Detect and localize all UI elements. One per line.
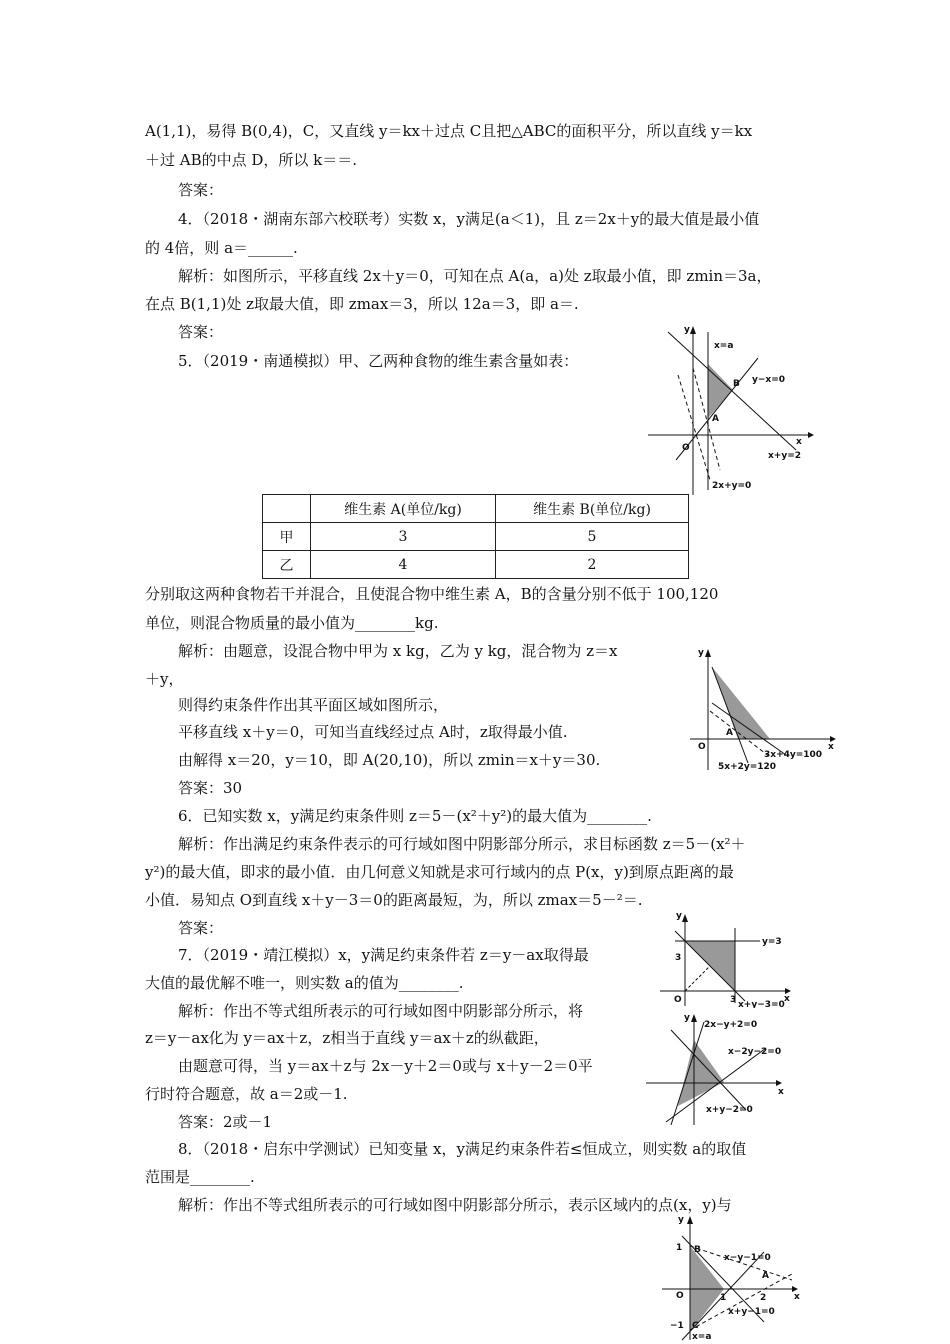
question-8: 8．（2018・启东中学测试）已知变量 x，y满足约束条件若≤恒成立，则实数 a的取值 bbox=[178, 1140, 747, 1158]
line-2x-plus-y-0 bbox=[678, 375, 710, 480]
question-7: 7．（2019・靖江模拟）x，y满足约束条件若 z＝y－ax取得最 bbox=[178, 946, 589, 964]
text-line: 由解得 x＝20，y＝10，即 A(20,10)，所以 zmin＝x＋y＝30. bbox=[178, 751, 601, 769]
question-5: 5．（2019・南通模拟）甲、乙两种食物的维生素含量如表： bbox=[178, 352, 579, 370]
table-cell: 3 bbox=[311, 523, 496, 551]
fig-label: y bbox=[698, 648, 704, 658]
fig-label: y bbox=[678, 1215, 684, 1225]
fig-label: 1 bbox=[676, 1243, 683, 1253]
table-cell bbox=[263, 495, 311, 523]
text-line: 范围是________. bbox=[145, 1168, 255, 1186]
text-line: 单位，则混合物质量的最小值为________kg. bbox=[145, 614, 439, 632]
text-line: ＋过 AB的中点 D，所以 k＝＝. bbox=[145, 151, 358, 169]
fig-label: x bbox=[796, 437, 802, 447]
text-line: 解析：如图所示，平移直线 2x＋y＝0，可知在点 A(a，a)处 z取最小值，即 zmin＝3a， bbox=[178, 267, 772, 285]
fig-label: x−y−1=0 bbox=[724, 1253, 771, 1263]
y-axis-arrow-icon bbox=[705, 649, 711, 657]
fig-label: B bbox=[694, 1245, 701, 1255]
table-cell: 4 bbox=[311, 551, 496, 579]
fig-label: y=3 bbox=[762, 937, 782, 947]
text-line: 解析：作出不等式组所表示的可行域如图中阴影部分所示，表示区域内的点(x，y)与 bbox=[178, 1196, 732, 1214]
line-3x-4y-100 bbox=[712, 703, 786, 755]
text-line: ＋y， bbox=[145, 670, 184, 688]
fig-label: O bbox=[698, 742, 706, 752]
fig-label: y bbox=[684, 325, 690, 335]
fig-label: 1 bbox=[720, 1293, 727, 1303]
table-cell: 维生素 A(单位/kg) bbox=[311, 495, 496, 523]
text-line: 答案： bbox=[178, 919, 224, 937]
fig-label: C bbox=[692, 1321, 699, 1331]
fig-label: 2x−y+2=0 bbox=[704, 1020, 758, 1030]
figure-q7 bbox=[646, 1010, 796, 1128]
text-line: 解析：由题意，设混合物中甲为 x kg，乙为 y kg，混合物为 z＝x bbox=[178, 642, 618, 660]
y-axis-arrow-icon bbox=[691, 1014, 697, 1022]
figure-q4 bbox=[648, 320, 820, 495]
text-line: y²)的最大值，即求的最小值．由几何意义知就是求可行域内的点 P(x，y)到原点距离的最 bbox=[145, 863, 734, 881]
fig-label: B bbox=[733, 379, 740, 389]
text-line: 答案： bbox=[178, 181, 224, 199]
x-axis-arrow-icon bbox=[808, 432, 814, 438]
feasible-region bbox=[712, 667, 770, 739]
fig-label: y−x=0 bbox=[752, 375, 786, 385]
fig-label: 3x+4y=100 bbox=[764, 750, 823, 760]
fig-label: x+y=2 bbox=[768, 451, 802, 461]
text-line: 的 4倍，则 a＝______. bbox=[145, 239, 298, 257]
table-row bbox=[263, 495, 689, 523]
fig-label: x bbox=[784, 994, 790, 1004]
text-line: 分别取这两种食物若干并混合，且使混合物中维生素 A，B的含量分别不低于 100,120 bbox=[145, 585, 719, 603]
vitamin-table bbox=[262, 494, 689, 579]
fig-label: A bbox=[712, 414, 719, 424]
fig-label: x+y−1=0 bbox=[728, 1307, 775, 1317]
fig-label: x bbox=[828, 742, 834, 752]
x-axis-arrow-icon bbox=[776, 1080, 782, 1086]
fig-label: 2x+y=0 bbox=[712, 481, 752, 491]
text-line: 解析：作出满足约束条件表示的可行域如图中阴影部分所示，求目标函数 z＝5－(x²＋ bbox=[178, 835, 746, 853]
table-row bbox=[263, 523, 689, 551]
y-axis-arrow-icon bbox=[687, 1216, 693, 1224]
y-axis-arrow-icon bbox=[682, 914, 688, 922]
table-cell: 5 bbox=[496, 523, 689, 551]
fig-label: O bbox=[682, 443, 690, 453]
fig-label: 2 bbox=[760, 1293, 767, 1303]
table-cell: 甲 bbox=[263, 523, 311, 551]
figure-q5 bbox=[690, 645, 850, 775]
text-line: 行时符合题意，故 a＝2或－1. bbox=[145, 1085, 348, 1103]
fig-label: 5x+2y=120 bbox=[718, 762, 777, 772]
question-4: 4．（2018・湖南东部六校联考）实数 x，y满足(a＜1)，且 z＝2x＋y的最大值是最小值 bbox=[178, 210, 760, 228]
text-line: 大值的最优解不唯一，则实数 a的值为________. bbox=[145, 974, 464, 992]
fig-label: 3 bbox=[675, 953, 682, 963]
text-line: 答案：30 bbox=[178, 779, 243, 797]
table-row bbox=[263, 551, 689, 579]
fig-label: x+y−2=0 bbox=[706, 1105, 753, 1115]
fig-label: O bbox=[676, 1291, 684, 1301]
text-line: 则得约束条件作出其平面区域如图所示， bbox=[178, 696, 449, 714]
text-line: A(1,1)，易得 B(0,4)，C，又直线 y＝kx＋过点 C且把△ABC的面积平分，所以直线 y＝kx bbox=[145, 122, 753, 140]
text-line: 答案： bbox=[178, 323, 224, 341]
fig-label: x=a bbox=[692, 1332, 712, 1342]
text-line: 答案：2或－1 bbox=[178, 1113, 273, 1131]
figure-q8 bbox=[652, 1212, 812, 1342]
text-line: 解析：作出不等式组所表示的可行域如图中阴影部分所示，将 bbox=[178, 1002, 584, 1020]
fig-label: x bbox=[778, 1087, 784, 1097]
fig-label: x bbox=[794, 1292, 800, 1302]
table-cell: 乙 bbox=[263, 551, 311, 579]
table-cell: 维生素 B(单位/kg) bbox=[496, 495, 689, 523]
fig-label: x−2y−2=0 bbox=[728, 1047, 782, 1057]
text-line: z＝y－ax化为 y＝ax＋z，z相当于直线 y＝ax＋z的纵截距， bbox=[145, 1029, 549, 1047]
text-line: 在点 B(1,1)处 z取最大值，即 zmax＝3，所以 12a＝3，即 a＝. bbox=[145, 295, 579, 313]
text-line: 由题意可得，当 y＝ax＋z与 2x－y＋2＝0或与 x＋y－2＝0平 bbox=[178, 1057, 593, 1075]
text-line: 小值．易知点 O到直线 x＋y－3＝0的距离最短，为，所以 zmax＝5－²＝. bbox=[145, 891, 643, 909]
question-6: 6．已知实数 x，y满足约束条件则 z＝5－(x²＋y²)的最大值为________. bbox=[178, 807, 652, 825]
distance-segment bbox=[685, 966, 710, 991]
fig-label: A bbox=[762, 1271, 769, 1281]
fig-label: −1 bbox=[670, 1321, 684, 1331]
fig-label: O bbox=[674, 995, 682, 1005]
fig-label: y bbox=[676, 911, 682, 921]
fig-label: A bbox=[726, 728, 733, 738]
table-cell: 2 bbox=[496, 551, 689, 579]
y-axis-arrow-icon bbox=[690, 326, 696, 334]
figure-q6 bbox=[660, 908, 800, 1008]
fig-label: y bbox=[684, 1013, 690, 1023]
fig-label: x+y−3=0 bbox=[738, 1000, 785, 1008]
text-line: 平移直线 x＋y＝0，可知当直线经过点 A时，z取得最小值. bbox=[178, 723, 568, 741]
fig-label: 3 bbox=[730, 995, 737, 1005]
fig-label: x=a bbox=[714, 341, 734, 351]
